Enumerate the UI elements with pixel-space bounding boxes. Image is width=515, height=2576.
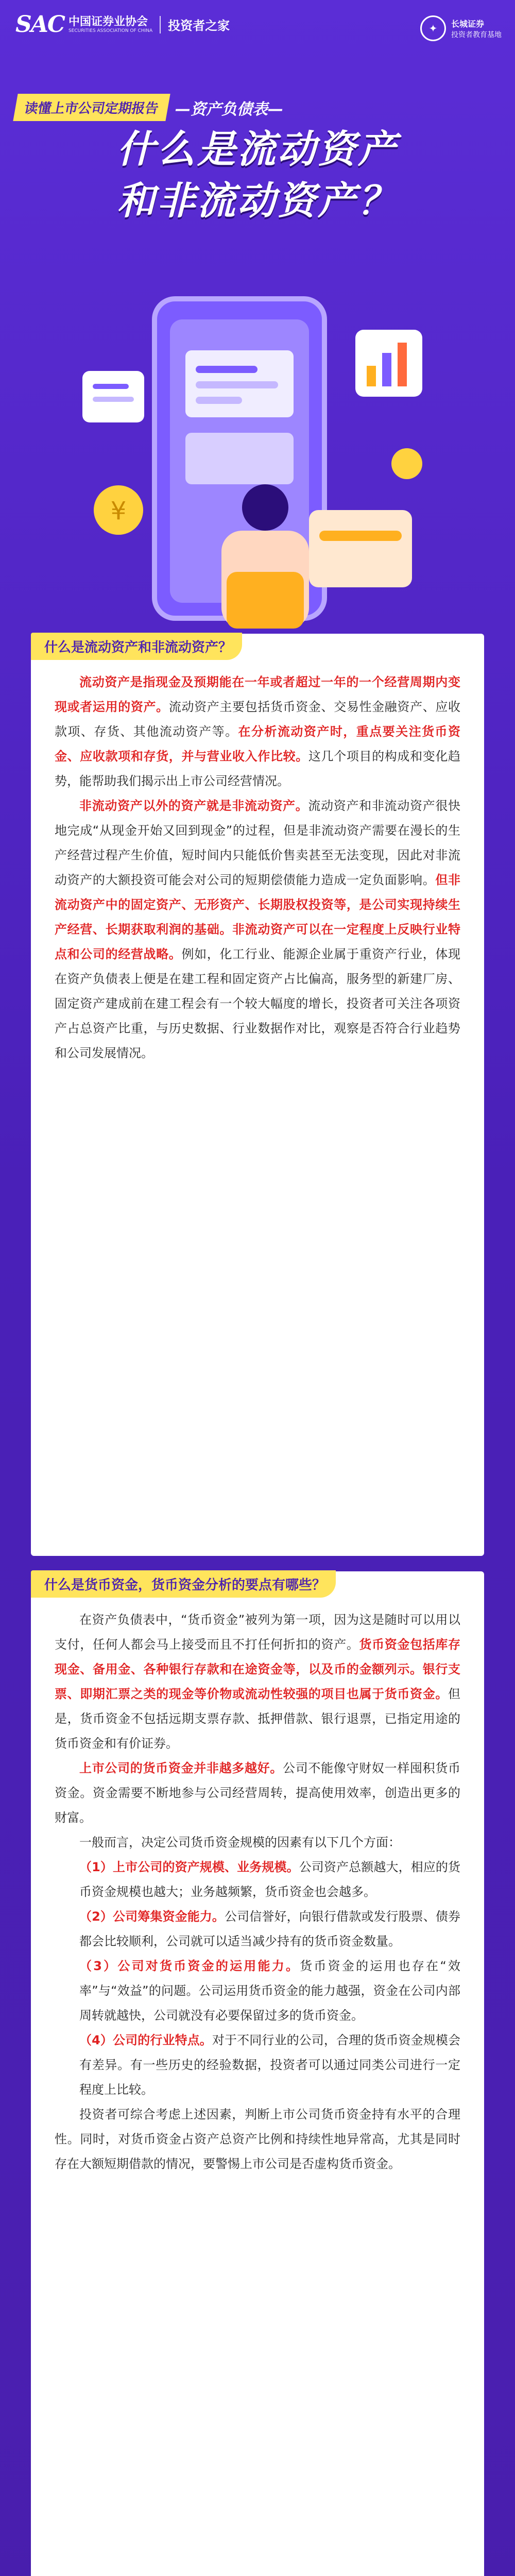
banner-illustration bbox=[0, 242, 515, 696]
title-line-1: 什么是流动资产 bbox=[117, 127, 398, 172]
coin-icon-small bbox=[391, 448, 422, 479]
body-text: 一般而言，决定公司货币资金规模的因素有以下几个方面： bbox=[79, 1835, 401, 1850]
highlight-text: 货币资金包括库存现金、备用金、各种银行存款和在途资金等，以及币的金额列示。银行支票、即期汇票之类的现金等价物或流动性较强的项目也属于货币资金。 bbox=[55, 1637, 460, 1701]
highlight-text: 流动资产是指现金及预期能在一年或者超过一年的一个经营周期内变现或者运用的资产。 bbox=[55, 675, 460, 714]
section-card-current-assets bbox=[31, 634, 484, 1556]
highlight-text: （4）公司的行业特点。 bbox=[79, 2033, 212, 2047]
body-text: 但是，货币资金不包括远期支票存款、抵押借款、银行退票，已指定用途的货币资金和有价证券。 bbox=[55, 1687, 460, 1751]
coin-box-icon bbox=[309, 510, 412, 587]
banner-tag-row bbox=[15, 94, 283, 121]
partner-name: 长城证券 bbox=[451, 19, 485, 29]
highlight-text: （2）公司筹集资金能力。 bbox=[79, 1909, 225, 1924]
title-line-2: 和非流动资产？ bbox=[117, 179, 398, 223]
body-text: 投资者可综合考虑上述因素，判断上市公司货币资金持有水平的合理性。同时，对货币资金占资产总资产比例和持续性地异常高，尤其是同时存在大额短期借款的情况，要警惕上市公司是否虚构货币资金。 bbox=[55, 2107, 460, 2171]
highlight-text: 上市公司的货币资金并非越多越好。 bbox=[79, 1761, 283, 1775]
section-title: 什么是货币资金，货币资金分析的要点有哪些？ bbox=[31, 1570, 336, 1598]
header-bar bbox=[0, 0, 515, 49]
list-item bbox=[55, 2028, 460, 2102]
section-body bbox=[55, 1571, 460, 2176]
sac-org-name-en: SECURITIES ASSOCIATION OF CHINA bbox=[68, 28, 153, 33]
list-item bbox=[55, 1904, 460, 1954]
person-head-icon bbox=[242, 484, 288, 531]
section-card-cash bbox=[31, 1571, 484, 2576]
svg-text:¥: ¥ bbox=[110, 497, 127, 526]
highlight-text: 非流动资产可以在一定程度上反映行业特点和公司的经营战略。 bbox=[55, 922, 460, 961]
highlight-text: 在分析流动资产时，重点要关注货币资金、应收款项和存货，并与营业收入作比较。 bbox=[55, 724, 461, 764]
list-item bbox=[55, 1855, 460, 1904]
paragraph bbox=[55, 793, 460, 1065]
series-subtag: —资产负债表— bbox=[175, 100, 284, 118]
body-text: 流动资产和非流动资产很快地完成“从现金开始又回到现金”的过程，但是非流动资产需要在漫长的生产经营过程产生价值，短时间内只能低价售卖甚至无法变现，因此对非流动资产的大额投资可能会对公司的短期偿债能力造成一定负面影响。 bbox=[55, 799, 461, 887]
body-text: 公司不能像守财奴一样囤积货币资金。资金需要不断地参与公司经营周转，提高使用效率，创造出更多的财富。 bbox=[55, 1761, 461, 1825]
body-text: 对于不同行业的公司，合理的货币资金规模会有差异。有一些历史的经验数据，投资者可以通过同类公司进行一定程度上比较。 bbox=[79, 2033, 461, 2097]
logo-divider bbox=[160, 16, 161, 33]
sac-logo bbox=[15, 11, 230, 38]
highlight-text: （3）公司对货币资金的运用能力。 bbox=[79, 1959, 300, 1973]
list-item bbox=[55, 1954, 460, 2028]
paragraph bbox=[55, 2102, 460, 2176]
body-text: 这几个项目的构成和变化趋势，能帮助我们揭示出上市公司经营情况。 bbox=[55, 749, 461, 788]
body-text: 公司信誉好，向银行借款或发行股票、债券都会比较顺利，公司就可以适当减少持有的货币资金数量。 bbox=[79, 1909, 461, 1948]
sac-org-name: 中国证券业协会 bbox=[68, 15, 148, 28]
paragraph bbox=[55, 1756, 460, 1830]
highlight-text: （1）上市公司的资产规模、业务规模。 bbox=[79, 1860, 299, 1874]
body-text: 流动资产主要包括货币资金、交易性金融资产、应收款项、存货、其他流动资产等。 bbox=[55, 700, 461, 739]
partner-logo bbox=[420, 15, 502, 41]
paragraph bbox=[55, 670, 460, 793]
sac-logo-mark: SAC bbox=[15, 11, 64, 38]
partner-subname: 投资者教育基地 bbox=[451, 30, 502, 39]
investor-home-label: 投资者之家 bbox=[168, 19, 230, 33]
body-text: 货币资金的运用也存在“效率”与“效益”的问题。公司运用货币资金的能力越强，资金在公司内部周转就越快，公司就没有必要保留过多的货币资金。 bbox=[79, 1959, 460, 2023]
body-text: 在资产负债表中，“货币资金”被列为第一项，因为这是随时可以用以支付，任何人都会马上接受而且不打任何折扣的资产。 bbox=[55, 1613, 460, 1652]
body-text: 例如，化工行业、能源企业属于重资产行业，体现在资产负债表上便是在建工程和固定资产占比偏高，服务型的新建厂房、固定资产建成前在建工程会有一个较大幅度的增长，投资者可关注各项资产占总资产比重，与历史数据、行业数据作对比，观察是否符合行业趋势和公司发展情况。 bbox=[55, 947, 460, 1060]
highlight-text: 但非流动资产中的固定资产、无形资产、长期股权投资等，是公司实现持续生产经营、长期获取利润的基础。 bbox=[55, 873, 461, 937]
section-title: 什么是流动资产和非流动资产？ bbox=[31, 633, 242, 660]
highlight-text: 非流动资产以外的资产就是非流动资产。 bbox=[79, 799, 308, 813]
paragraph bbox=[55, 1830, 460, 1855]
body-text: 公司资产总额越大，相应的货币资金规模也越大；业务越频繁，货币资金也会越多。 bbox=[79, 1860, 461, 1899]
section-body bbox=[55, 634, 460, 1065]
great-wall-logo-icon: ✦ bbox=[420, 15, 446, 41]
series-tag: 读懂上市公司定期报告 bbox=[13, 94, 170, 121]
page-title bbox=[0, 124, 515, 227]
paragraph bbox=[55, 1607, 460, 1756]
